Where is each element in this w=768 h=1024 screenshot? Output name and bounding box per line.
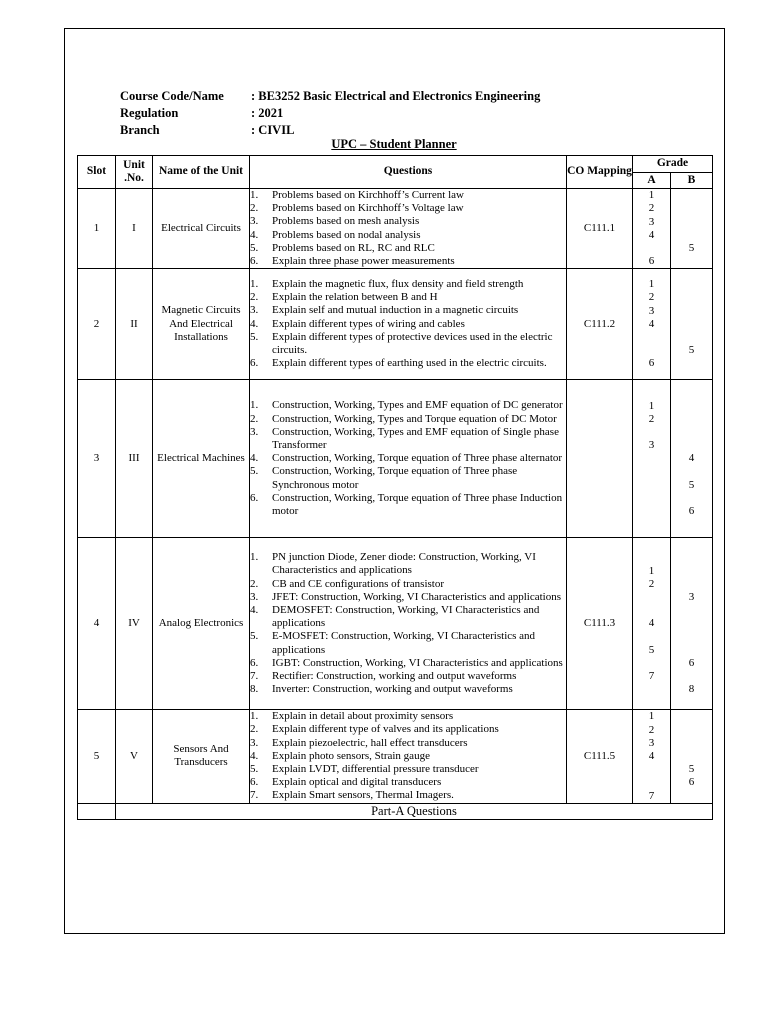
question-item xyxy=(250,255,566,268)
question-number: 2. xyxy=(250,577,259,590)
question-item xyxy=(250,465,566,491)
questions-cell xyxy=(250,710,567,803)
question-number: 6. xyxy=(250,491,259,504)
question-text: Explain the relation between B and H xyxy=(272,291,438,304)
question-number: 4. xyxy=(250,228,259,241)
question-item xyxy=(250,318,566,331)
question-text: Explain photo sensors, Strain gauge xyxy=(272,749,430,762)
question-item xyxy=(250,426,566,452)
question-item xyxy=(250,710,566,723)
co-mapping-cell xyxy=(567,380,633,538)
branch-label: Branch xyxy=(120,123,160,137)
question-text: IGBT: Construction, Working, VI Characteristics and applications xyxy=(272,656,563,669)
question-text: Construction, Working, Types and EMF equation of DC generator xyxy=(272,399,563,412)
co-mapping-cell: C111.2 xyxy=(567,269,633,380)
question-item xyxy=(250,657,566,670)
grade-a-mark: 3 xyxy=(648,439,655,452)
question-number: 1. xyxy=(250,551,259,564)
question-item xyxy=(250,670,566,683)
question-text: Explain the magnetic flux, flux density and field strength xyxy=(272,278,524,290)
grade-b-mark: 5 xyxy=(688,478,695,491)
question-number: 3. xyxy=(250,736,259,749)
question-number: 6. xyxy=(250,357,259,370)
question-item xyxy=(250,278,566,291)
course-row xyxy=(120,88,540,105)
unit-name-cell: Analog Electronics xyxy=(153,538,250,710)
document-title: UPC – Student Planner xyxy=(331,137,457,151)
slot-cell: 1 xyxy=(78,189,116,269)
unit-no-cell: I xyxy=(116,189,153,269)
question-number: 2. xyxy=(250,291,259,304)
question-number: 4. xyxy=(250,317,259,330)
unit-row xyxy=(78,269,713,380)
question-number: 4. xyxy=(250,749,259,762)
question-item xyxy=(250,578,566,591)
grade-a-mark: 2 xyxy=(648,291,655,304)
question-item xyxy=(250,763,566,776)
unit-name-cell: Electrical Circuits xyxy=(153,189,250,269)
grade-a-mark: 7 xyxy=(648,789,655,802)
question-number: 2. xyxy=(250,202,259,215)
question-number: 8. xyxy=(250,683,259,696)
question-number: 3. xyxy=(250,215,259,228)
question-number: 2. xyxy=(250,723,259,736)
slot-cell: 4 xyxy=(78,538,116,710)
grade-a-mark: 4 xyxy=(648,617,655,630)
question-item xyxy=(250,723,566,736)
questions-cell xyxy=(250,269,567,380)
grade-b-mark: 6 xyxy=(688,656,695,669)
unit-row xyxy=(78,538,713,710)
branch-value: : CIVIL xyxy=(251,123,295,137)
question-number: 7. xyxy=(250,789,259,802)
question-number: 5. xyxy=(250,241,259,254)
grade-a-mark: 3 xyxy=(648,736,655,749)
grade-b-cell xyxy=(671,269,713,380)
col-grade-a: A xyxy=(633,173,671,189)
co-mapping-cell: C111.1 xyxy=(567,189,633,269)
unit-name-cell: Electrical Machines xyxy=(153,380,250,538)
question-number: 4. xyxy=(250,452,259,465)
grade-a-mark: 2 xyxy=(648,577,655,590)
grade-a-cell xyxy=(633,538,671,710)
question-text: Problems based on nodal analysis xyxy=(272,228,421,241)
course-label: Course Code/Name xyxy=(120,89,224,103)
grade-a-mark: 3 xyxy=(648,304,655,317)
regulation-row xyxy=(120,105,540,122)
question-number: 6. xyxy=(250,255,259,268)
question-text: Rectifier: Construction, working and output waveforms xyxy=(272,669,517,682)
question-text: PN junction Diode, Zener diode: Construction, Working, VI Characteristics and applications xyxy=(272,551,536,577)
question-number: 3. xyxy=(250,425,259,438)
col-slot: Slot xyxy=(78,156,116,189)
grade-b-cell xyxy=(671,189,713,269)
unit-no-cell: III xyxy=(116,380,153,538)
col-questions: Questions xyxy=(250,156,567,189)
question-text: DEMOSFET: Construction, Working, VI Characteristics and applications xyxy=(272,603,540,630)
question-text: Construction, Working, Types and Torque equation of DC Motor xyxy=(272,412,557,425)
grade-b-mark: 8 xyxy=(688,683,695,696)
question-text: Explain different types of earthing used in the electric circuits. xyxy=(272,357,547,370)
question-number: 7. xyxy=(250,669,259,682)
question-text: Explain different types of wiring and cables xyxy=(272,317,465,330)
question-text: Explain piezoelectric, hall effect transducers xyxy=(272,736,468,749)
grade-b-mark: 4 xyxy=(688,452,695,465)
grade-a-mark: 1 xyxy=(648,399,655,412)
questions-cell xyxy=(250,380,567,538)
grade-b-mark: 5 xyxy=(688,242,695,255)
unit-row xyxy=(78,380,713,538)
grade-b-cell xyxy=(671,538,713,710)
grade-a-cell xyxy=(633,189,671,269)
regulation-value: : 2021 xyxy=(251,106,284,120)
question-item xyxy=(250,202,566,215)
grade-a-mark: 2 xyxy=(648,723,655,736)
part-a-label: Part-A Questions xyxy=(116,803,713,819)
question-item xyxy=(250,399,566,412)
planner-body xyxy=(78,189,713,804)
question-item xyxy=(250,229,566,242)
co-mapping-cell: C111.3 xyxy=(567,538,633,710)
question-number: 1. xyxy=(250,710,259,723)
question-item xyxy=(250,551,566,577)
question-item xyxy=(250,492,566,518)
grade-a-mark: 4 xyxy=(648,228,655,241)
question-item xyxy=(250,413,566,426)
grade-a-mark: 7 xyxy=(648,670,655,683)
question-text: Problems based on Kirchhoff’s Current law xyxy=(272,189,464,201)
question-item xyxy=(250,591,566,604)
unit-row xyxy=(78,710,713,803)
grade-a-mark: 1 xyxy=(648,564,655,577)
question-item xyxy=(250,789,566,802)
grade-a-mark: 6 xyxy=(648,357,655,370)
question-item xyxy=(250,304,566,317)
grade-a-mark: 1 xyxy=(648,710,655,723)
question-item xyxy=(250,452,566,465)
question-item xyxy=(250,776,566,789)
grade-a-mark: 4 xyxy=(648,750,655,763)
question-number: 2. xyxy=(250,412,259,425)
grade-a-cell xyxy=(633,380,671,538)
question-text: E-MOSFET: Construction, Working, VI Characteristics and applications xyxy=(272,630,536,656)
unit-row xyxy=(78,189,713,269)
question-item xyxy=(250,750,566,763)
col-grade: Grade xyxy=(633,156,713,173)
co-mapping-cell: C111.5 xyxy=(567,710,633,803)
question-text: Explain different types of protective devices used in the electric circuits. xyxy=(272,330,553,357)
slot-cell: 5 xyxy=(78,710,116,803)
question-item xyxy=(250,630,566,656)
question-text: CB and CE configurations of transistor xyxy=(272,577,445,590)
grade-a-cell xyxy=(633,710,671,803)
planner-table xyxy=(77,155,713,820)
question-text: JFET: Construction, Working, VI Characteristics and applications xyxy=(272,590,562,603)
regulation-label: Regulation xyxy=(120,106,179,120)
question-text: Inverter: Construction, working and output waveforms xyxy=(272,683,513,696)
question-number: 5. xyxy=(250,330,259,343)
question-number: 6. xyxy=(250,656,259,669)
question-text: Explain Smart sensors, Thermal Imagers. xyxy=(272,789,454,802)
question-item xyxy=(250,215,566,228)
question-item xyxy=(250,604,566,630)
question-text: Construction, Working, Torque equation of Three phase Synchronous motor xyxy=(272,465,518,491)
question-number: 1. xyxy=(250,399,259,412)
question-number: 4. xyxy=(250,603,259,616)
question-number: 6. xyxy=(250,776,259,789)
question-text: Problems based on Kirchhoff’s Voltage law xyxy=(272,202,464,215)
course-value: : BE3252 Basic Electrical and Electronics Engineering xyxy=(251,89,541,103)
grade-a-mark: 1 xyxy=(648,189,655,202)
question-number: 5. xyxy=(250,465,259,478)
question-text: Construction, Working, Torque equation of Three phase Induction motor xyxy=(272,491,563,517)
question-item xyxy=(250,242,566,255)
col-grade-b: B xyxy=(671,173,713,189)
grade-a-cell xyxy=(633,269,671,380)
question-number: 3. xyxy=(250,590,259,603)
question-item xyxy=(250,331,566,357)
grade-b-mark: 5 xyxy=(688,344,695,357)
unit-no-cell: II xyxy=(116,269,153,380)
slot-cell: 2 xyxy=(78,269,116,380)
question-number: 5. xyxy=(250,630,259,643)
grade-a-mark: 4 xyxy=(648,317,655,330)
question-text: Construction, Working, Types and EMF equation of Single phase Transformer xyxy=(272,425,559,451)
unit-name-cell: Sensors And Transducers xyxy=(153,710,250,803)
grade-a-mark: 5 xyxy=(648,643,655,656)
grade-a-mark: 3 xyxy=(648,215,655,228)
grade-b-mark: 6 xyxy=(688,776,695,789)
question-number: 3. xyxy=(250,304,259,317)
grade-b-mark: 5 xyxy=(688,763,695,776)
question-item xyxy=(250,189,566,202)
question-text: Problems based on RL, RC and RLC xyxy=(272,241,435,254)
question-item xyxy=(250,291,566,304)
question-text: Explain self and mutual induction in a magnetic circuits xyxy=(272,304,519,317)
col-unit-no: Unit .No. xyxy=(116,156,153,189)
question-text: Construction, Working, Torque equation of Three phase alternator xyxy=(272,452,563,465)
question-item xyxy=(250,737,566,750)
grade-b-mark: 6 xyxy=(688,505,695,518)
unit-name-cell: Magnetic Circuits And Electrical Installations xyxy=(153,269,250,380)
course-meta xyxy=(120,88,540,139)
part-a-row xyxy=(78,803,713,819)
grade-a-mark: 6 xyxy=(648,255,655,268)
question-text: Explain three phase power measurements xyxy=(272,255,455,268)
grade-a-mark: 1 xyxy=(648,278,655,291)
question-number: 1. xyxy=(250,189,259,201)
question-item xyxy=(250,683,566,696)
grade-b-mark: 3 xyxy=(688,590,695,603)
grade-b-cell xyxy=(671,710,713,803)
grade-a-mark: 2 xyxy=(648,412,655,425)
question-text: Explain optical and digital transducers xyxy=(272,776,442,789)
question-text: Explain in detail about proximity sensors xyxy=(272,710,454,723)
question-number: 1. xyxy=(250,278,259,290)
question-item xyxy=(250,357,566,370)
grade-a-mark: 2 xyxy=(648,202,655,215)
questions-cell xyxy=(250,538,567,710)
question-text: Explain different type of valves and its applications xyxy=(272,723,499,736)
col-co-mapping: CO Mapping xyxy=(567,156,633,189)
slot-cell: 3 xyxy=(78,380,116,538)
unit-no-cell: IV xyxy=(116,538,153,710)
part-a-blank-cell xyxy=(78,803,116,819)
grade-b-cell xyxy=(671,380,713,538)
questions-cell xyxy=(250,189,567,269)
question-number: 5. xyxy=(250,763,259,776)
col-unit-name: Name of the Unit xyxy=(153,156,250,189)
unit-no-cell: V xyxy=(116,710,153,803)
question-text: Problems based on mesh analysis xyxy=(272,215,420,228)
question-text: Explain LVDT, differential pressure transducer xyxy=(272,763,479,776)
